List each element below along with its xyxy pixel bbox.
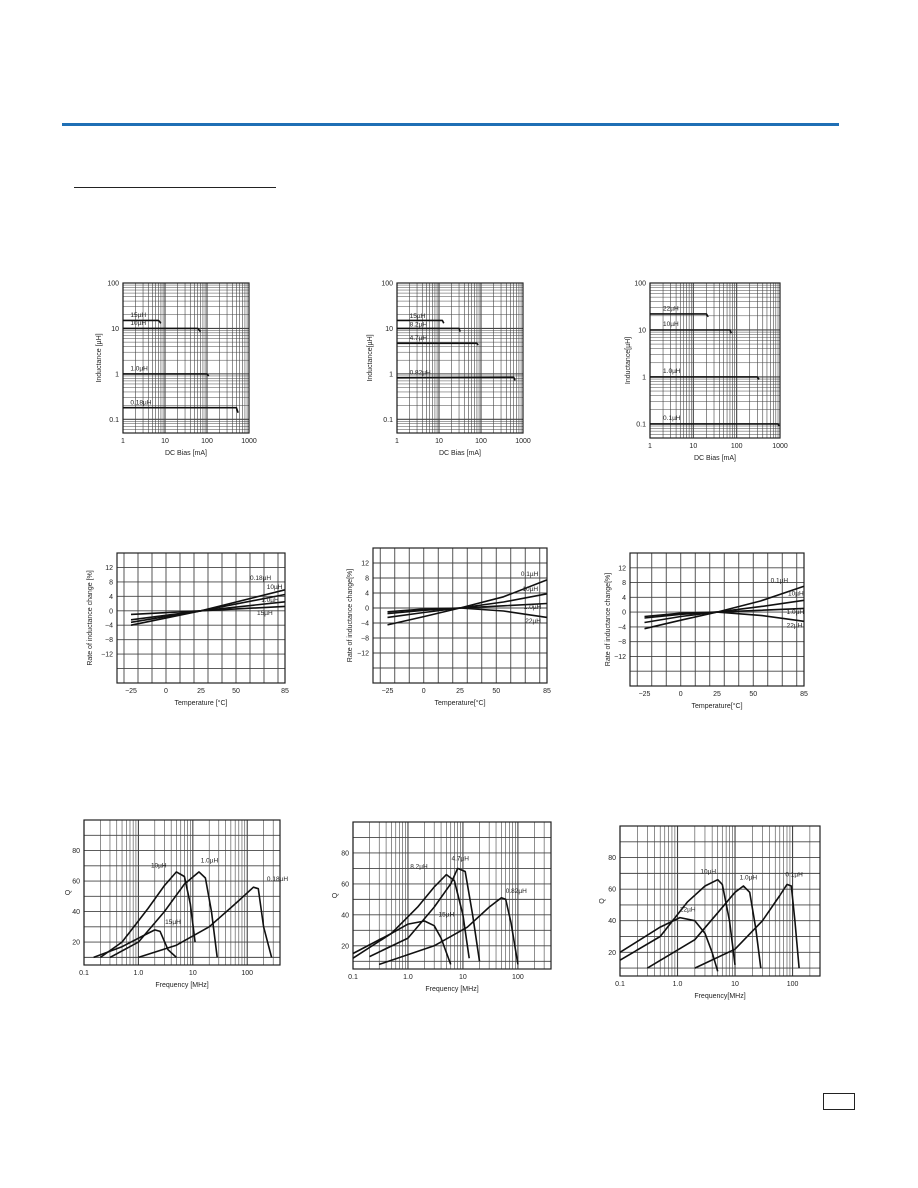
y-tick-label: 4 (622, 594, 626, 602)
x-tick-label: 10 (188, 970, 197, 977)
x-tick-label: 0.1 (348, 974, 358, 981)
series-label: 10µH (700, 868, 717, 876)
y-axis-label: Rate of inductance change [%] (87, 570, 94, 666)
y-tick-label: 0 (109, 608, 113, 616)
y-tick-label: −12 (357, 650, 369, 658)
x-tick-label: 0.1 (615, 981, 625, 988)
page-number-box (823, 1093, 855, 1110)
y-tick-label: 0 (365, 605, 369, 613)
series-label: 10µH (663, 321, 679, 329)
x-axis-label: Frequency [MHz] (155, 982, 209, 989)
y-tick-label: 4 (365, 590, 369, 598)
x-tick-label: 1.0 (133, 970, 144, 977)
y-tick-label: 100 (107, 280, 119, 288)
series-label: 22µH (786, 622, 803, 630)
series-label: 22µH (525, 618, 541, 625)
x-tick-label: 100 (475, 438, 487, 445)
series-label: 22µH (663, 305, 679, 313)
x-tick-label: −25 (381, 688, 394, 695)
y-tick-label: 12 (105, 564, 113, 572)
x-tick-label: 100 (730, 443, 743, 450)
x-tick-label: 1000 (772, 443, 788, 450)
y-tick-label: 80 (341, 850, 349, 858)
x-tick-label: 25 (197, 688, 205, 695)
x-tick-label: 100 (786, 981, 799, 988)
series-label: 1.0µH (261, 596, 279, 604)
y-tick-label: 10 (638, 327, 646, 335)
series-label: 0.82µH (409, 369, 431, 377)
series-label: 0.18µH (250, 575, 272, 583)
y-tick-label: 40 (608, 918, 616, 926)
y-tick-label: 80 (72, 848, 80, 856)
x-tick-label: 1000 (241, 438, 257, 445)
y-axis-label: Rate of inductance change[%] (347, 568, 354, 663)
x-tick-label: 0 (164, 688, 168, 695)
series-label: 10µH (522, 586, 539, 594)
x-tick-label: 25 (713, 691, 721, 698)
y-tick-label: 12 (361, 560, 369, 568)
y-tick-label: 12 (618, 565, 626, 573)
x-axis-label: Temperature[°C] (691, 703, 743, 710)
x-tick-label: 50 (749, 691, 758, 698)
series-line (647, 886, 760, 968)
y-tick-label: 20 (72, 939, 80, 947)
x-tick-label: 0 (421, 688, 426, 695)
series-label: 8.2µH (410, 863, 428, 871)
x-tick-label: 85 (800, 691, 808, 698)
series-label: 10µH (266, 584, 283, 592)
x-tick-label: 10 (689, 443, 698, 450)
x-axis-label: DC Bias [mA] (438, 450, 482, 457)
series-label: 4.7µH (451, 855, 470, 863)
y-tick-label: −4 (618, 624, 626, 632)
y-axis-label: Q (332, 892, 339, 899)
y-tick-label: 0.1 (383, 416, 393, 424)
y-tick-label: 10 (385, 325, 393, 333)
series-label: 0.1µH (520, 571, 539, 579)
series-label: 8.2µH (409, 321, 428, 329)
series-label: 1.0µH (739, 874, 758, 882)
x-tick-label: 1.0 (672, 981, 683, 988)
y-tick-label: 60 (341, 881, 349, 889)
x-tick-label: 1.0 (403, 974, 413, 981)
y-tick-label: −4 (361, 620, 369, 628)
grid (620, 826, 820, 976)
y-tick-label: 0.1 (636, 421, 646, 429)
x-tick-label: −25 (638, 691, 651, 698)
y-tick-label: 60 (72, 878, 80, 886)
x-tick-label: 1 (121, 438, 125, 445)
y-axis-label: Inductance [µH] (96, 333, 103, 383)
y-axis-label: Inductance[µH] (625, 336, 632, 385)
y-tick-label: 100 (634, 280, 646, 288)
x-tick-label: −25 (125, 688, 137, 695)
series-label: 4.7µH (409, 335, 428, 343)
x-axis-label: Frequency[MHz] (694, 993, 746, 1000)
series-label: 1.0µH (786, 608, 805, 616)
series-label: 10µH (150, 862, 167, 870)
y-tick-label: 4 (109, 593, 113, 601)
series-label: 15µH (409, 312, 426, 320)
x-axis-label: Temperature [°C] (174, 700, 228, 707)
x-axis-label: Frequency [MHz] (425, 986, 479, 993)
y-tick-label: 1 (389, 371, 393, 379)
y-tick-label: 60 (608, 886, 616, 894)
y-tick-label: −4 (105, 622, 113, 630)
x-tick-label: 0 (678, 691, 683, 698)
x-tick-label: 1000 (515, 438, 531, 445)
y-tick-label: 1 (642, 374, 646, 382)
x-tick-label: 1 (648, 443, 652, 450)
x-axis-label: DC Bias [mA] (164, 450, 208, 457)
x-tick-label: 100 (241, 970, 254, 977)
y-tick-label: −8 (618, 639, 626, 647)
series-label: 0.1µH (770, 577, 789, 585)
y-tick-label: 20 (608, 949, 616, 957)
x-tick-label: 85 (281, 688, 289, 695)
x-axis-label: DC Bias [mA] (693, 455, 737, 462)
y-tick-label: 8 (109, 579, 113, 587)
y-tick-label: 40 (72, 909, 80, 917)
x-tick-label: 100 (512, 974, 524, 981)
series-label: 15µH (438, 911, 455, 919)
y-axis-label: Inductance[µH] (367, 334, 374, 382)
series-label: 1.0µH (523, 603, 542, 611)
x-tick-label: 10 (161, 438, 169, 445)
series-label: 0.18µH (266, 876, 289, 884)
series-label: 10µH (130, 319, 147, 327)
series-label: 1.0µH (663, 368, 681, 376)
x-tick-label: 1 (395, 438, 399, 445)
y-tick-label: 8 (365, 575, 369, 583)
x-tick-label: 10 (459, 974, 467, 981)
x-tick-label: 50 (232, 688, 240, 695)
x-tick-label: 25 (456, 688, 464, 695)
series-label: 22µH (679, 906, 696, 914)
x-axis-label: Temperature[°C] (434, 700, 486, 707)
y-tick-label: 1 (115, 371, 119, 379)
y-tick-label: 0.1 (109, 416, 119, 424)
series-label: 10µH (788, 590, 804, 598)
y-tick-label: 40 (341, 912, 349, 920)
series-label: 0.82µH (505, 888, 527, 896)
series-label: 15µH (130, 311, 147, 319)
y-tick-label: −12 (614, 653, 626, 661)
y-tick-label: −8 (361, 635, 369, 643)
series-label: 1.0µH (200, 857, 219, 865)
y-axis-label: Q (65, 889, 72, 896)
series-label: 0.18µH (130, 399, 152, 407)
y-axis-label: Q (599, 898, 606, 904)
x-tick-label: 50 (492, 688, 501, 695)
series-label: 0.1µH (785, 871, 803, 879)
y-tick-label: 100 (381, 280, 393, 288)
y-tick-label: 8 (622, 580, 626, 588)
series-label: 1.0µH (130, 365, 148, 373)
series-label: 15µH (165, 918, 181, 926)
y-tick-label: 20 (341, 943, 349, 951)
y-tick-label: −12 (101, 651, 113, 659)
series-label: 15µH (257, 610, 273, 618)
x-tick-label: 100 (201, 438, 213, 445)
y-tick-label: 80 (608, 855, 616, 863)
x-tick-label: 85 (543, 688, 551, 695)
x-tick-label: 10 (731, 981, 739, 988)
y-axis-label: Rate of inductance change[%] (605, 572, 612, 667)
x-tick-label: 10 (435, 438, 443, 445)
x-tick-label: 0.1 (79, 970, 89, 977)
y-tick-label: 10 (111, 325, 119, 333)
y-tick-label: −8 (105, 637, 113, 645)
y-tick-label: 0 (622, 609, 626, 617)
series-label: 0.1µH (663, 415, 681, 423)
